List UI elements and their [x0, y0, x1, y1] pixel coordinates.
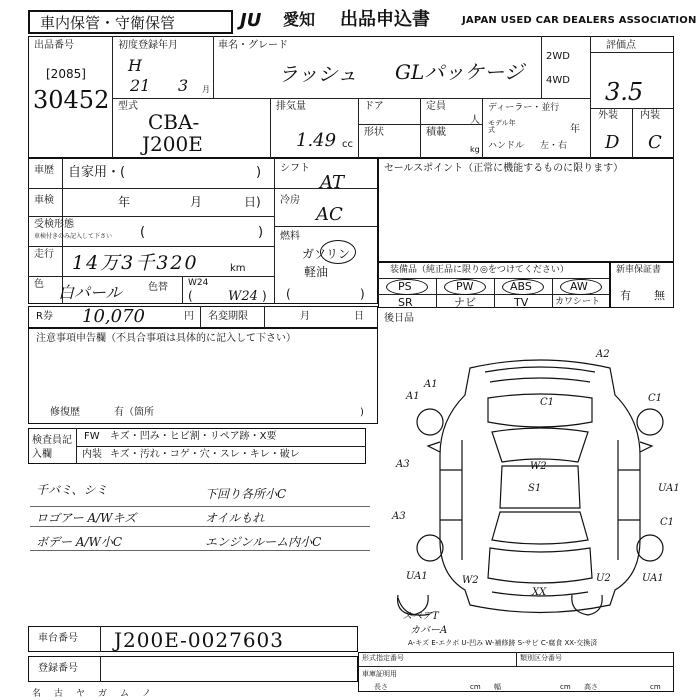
shift-label: シフト: [280, 163, 310, 174]
doors-label: ドア: [364, 101, 384, 112]
equip-ps: PS: [398, 280, 412, 293]
ac-value: AC: [316, 204, 343, 225]
model-year-unit: 年: [570, 124, 580, 135]
mileage-unit: km: [230, 263, 246, 274]
damage-legend: A-キズ E-エクボ U-凹み W-補修跡 S-サビ C-腐食 XX-交換済: [408, 639, 598, 647]
ju-logo-text: JU: [240, 10, 262, 31]
storage-tag-text: 車内保管・守衛保管: [40, 14, 176, 32]
bottom-tab-3: ヤ: [76, 689, 86, 699]
type-line1: CBA-: [148, 110, 200, 134]
handle-options: 左・右: [540, 141, 568, 151]
color-close: ): [262, 289, 267, 303]
shape-label: 形状: [364, 127, 384, 138]
bottom-tab-2: 古: [54, 689, 64, 699]
cert3-label: 車庫証明用: [362, 670, 397, 678]
mileage-value: 14万3千320: [72, 252, 199, 274]
insurance-yes: 有: [620, 289, 631, 302]
inspection-label: 車検: [34, 195, 54, 206]
registration-month-unit: 月: [202, 85, 210, 94]
interior-label: 内装: [640, 110, 660, 121]
model-grade: GLパッケージ: [395, 60, 524, 84]
header-region: 愛知: [283, 10, 316, 29]
mark-c1-right: C1: [648, 393, 663, 404]
fuel-diesel: 軽油: [304, 265, 329, 279]
association-name: JAPAN USED CAR DEALERS ASSOCIATION: [462, 15, 697, 26]
acceptance-open: (: [140, 225, 146, 240]
dealer-label: ディーラー・並行: [488, 103, 560, 113]
drive-4wd: 4WD: [546, 75, 570, 86]
form-title: 出品申込書: [340, 9, 430, 30]
note-4: 下回り各所小C: [205, 487, 287, 501]
interior-score: C: [648, 132, 662, 153]
load-unit: kg: [470, 145, 480, 154]
equip-sr: SR: [398, 296, 413, 309]
exterior-label: 外装: [598, 110, 618, 121]
cert2-label: 類別区分番号: [520, 654, 562, 662]
note-5: オイルもれ: [205, 511, 265, 525]
mark-xx: XX: [532, 587, 547, 598]
score-label: 評価点: [606, 40, 636, 51]
notes-label: 注意事項申告欄（不具合事項は具体的に記入して下さい）: [36, 333, 296, 344]
chassis-value: J200E-0027603: [114, 628, 284, 652]
lot-sub-number: [2085]: [46, 67, 86, 81]
bottom-tab-4: ガ: [98, 689, 108, 699]
mark-s1: S1: [528, 483, 542, 494]
sales-point-label: セールスポイント（正常に機能するものに限ります）: [384, 163, 624, 174]
registration-label: 初度登録年月: [118, 40, 178, 51]
recycle-unit: 円: [184, 311, 194, 322]
color-code-value: W24: [228, 289, 258, 304]
displacement-label: 排気量: [276, 101, 306, 112]
cover-label: カバーA: [410, 625, 448, 636]
equip-aw: AW: [570, 280, 588, 293]
score-value: 3.5: [605, 78, 644, 106]
bottom-tab-6: ノ: [142, 689, 152, 699]
mark-ua1-right: UA1: [658, 483, 680, 494]
color-label: 色: [34, 279, 44, 290]
history-value: 自家用・(: [68, 165, 126, 180]
note-2: ロゴアー A/Wキズ: [36, 511, 137, 525]
mark-c1-bottom: C1: [660, 517, 675, 528]
name-change-month: 月: [300, 311, 310, 322]
equipment-label: 装備品（純正品に限り◎をつけてください）: [390, 265, 569, 275]
length-unit: cm: [470, 683, 481, 691]
drive-2wd: 2WD: [546, 51, 570, 62]
model-year-label: モデル年式: [488, 119, 516, 134]
displacement-unit: cc: [342, 139, 353, 150]
history-label: 車歴: [34, 165, 54, 176]
equip-navi: ナビ: [454, 296, 476, 309]
model-label: 車名・グレード: [218, 40, 288, 51]
load-label: 積載: [426, 127, 446, 138]
note-6: エンジンルーム内小C: [205, 535, 322, 549]
lot-number: 30452: [33, 86, 110, 114]
inspector-row1: キズ・凹み・ヒビ割・リペア跡・X要: [110, 431, 277, 442]
acceptance-label: 受検形態: [34, 219, 74, 230]
equip-pw: PW: [456, 280, 474, 293]
inspection-year: 年: [118, 195, 131, 209]
repair-close: ): [360, 407, 364, 418]
post-fit-label: 後日品: [384, 313, 414, 324]
registration-year: 21: [130, 76, 151, 95]
acceptance-note: 車検付きのみ記入して下さい: [34, 233, 113, 240]
name-change-label: 名変期限: [208, 311, 248, 322]
repair-label: 修復歴: [50, 407, 80, 418]
height-label: 高さ: [584, 683, 598, 691]
lot-label: 出品番号: [34, 40, 74, 51]
width-label: 幅: [494, 683, 501, 691]
type-label: 型式: [118, 101, 138, 112]
capacity-unit: 人: [470, 115, 480, 126]
note-3: ボデー A/W小C: [36, 535, 123, 549]
mark-c1-center: C1: [540, 397, 555, 408]
displacement-value: 1.49: [296, 130, 337, 151]
name-change-day: 日: [354, 311, 364, 322]
chassis-label: 車台番号: [38, 633, 78, 644]
length-label: 長さ: [374, 683, 388, 691]
recycle-value: 10,070: [82, 306, 145, 327]
fuel-open: (: [286, 287, 291, 301]
mark-ua1-left: UA1: [406, 571, 428, 582]
type-line2: J200E: [142, 132, 203, 156]
fuel-label: 燃料: [280, 231, 300, 242]
reg-number-label: 登録番号: [38, 663, 78, 674]
fuel-gasoline: ガソリン: [302, 247, 351, 261]
mark-w2-bottom: W2: [462, 575, 479, 586]
color-code-label: W24: [188, 278, 209, 288]
mark-w2-top: W2: [530, 461, 547, 472]
width-unit: cm: [560, 683, 571, 691]
mark-a3-bottom: A3: [392, 511, 406, 522]
inspection-month: 月: [190, 195, 203, 209]
recycle-label: R券: [36, 311, 53, 322]
spare-label: スペアT: [402, 611, 439, 622]
shift-value: AT: [320, 172, 345, 193]
bottom-tab-5: ム: [120, 689, 130, 699]
exterior-score: D: [605, 132, 620, 153]
ac-label: 冷房: [280, 195, 300, 206]
insurance-no: 無: [654, 289, 665, 302]
registration-month: 3: [178, 76, 189, 95]
bottom-tabs: [32, 688, 212, 700]
insurance-label: 新車保証書: [616, 265, 662, 275]
inspection-day: 日): [244, 195, 261, 209]
handle-label: ハンドル: [488, 141, 525, 151]
mark-a1-right: A1: [424, 379, 438, 390]
inspector-interior: 内装: [82, 449, 102, 460]
history-close: ): [256, 165, 262, 180]
color-open: (: [188, 289, 193, 303]
equip-tv: TV: [514, 296, 529, 309]
inspector-row2: キズ・汚れ・コゲ・穴・スレ・キレ・破レ: [110, 449, 300, 460]
acceptance-close: ): [258, 225, 264, 240]
color-change-label: 色替: [148, 282, 168, 293]
cert-label: 形式指定番号: [362, 654, 404, 662]
mark-a1-left: A1: [406, 391, 420, 402]
color-value: 白パール: [58, 283, 122, 302]
inspector-fw: FW: [84, 431, 100, 442]
repair-value: 有（箇所: [114, 407, 154, 418]
mark-a3-left: A3: [396, 459, 410, 470]
mileage-label: 走行: [34, 249, 54, 260]
bottom-tab-1: 名: [32, 689, 42, 699]
mark-ua1-bottom-right: UA1: [642, 573, 664, 584]
note-1: 千バミ、シミ: [36, 483, 108, 497]
mark-a2: A2: [596, 349, 610, 360]
height-unit: cm: [650, 683, 661, 691]
fuel-close: ): [360, 287, 365, 301]
mark-u2: U2: [596, 573, 611, 584]
inspector-label: 検査員記入欄: [32, 435, 72, 460]
equip-seat: カワシート: [555, 297, 601, 307]
equip-abs: ABS: [510, 280, 532, 293]
model-name: ラッシュ: [278, 62, 358, 86]
registration-era: H: [128, 56, 142, 75]
capacity-label: 定員: [426, 101, 446, 112]
